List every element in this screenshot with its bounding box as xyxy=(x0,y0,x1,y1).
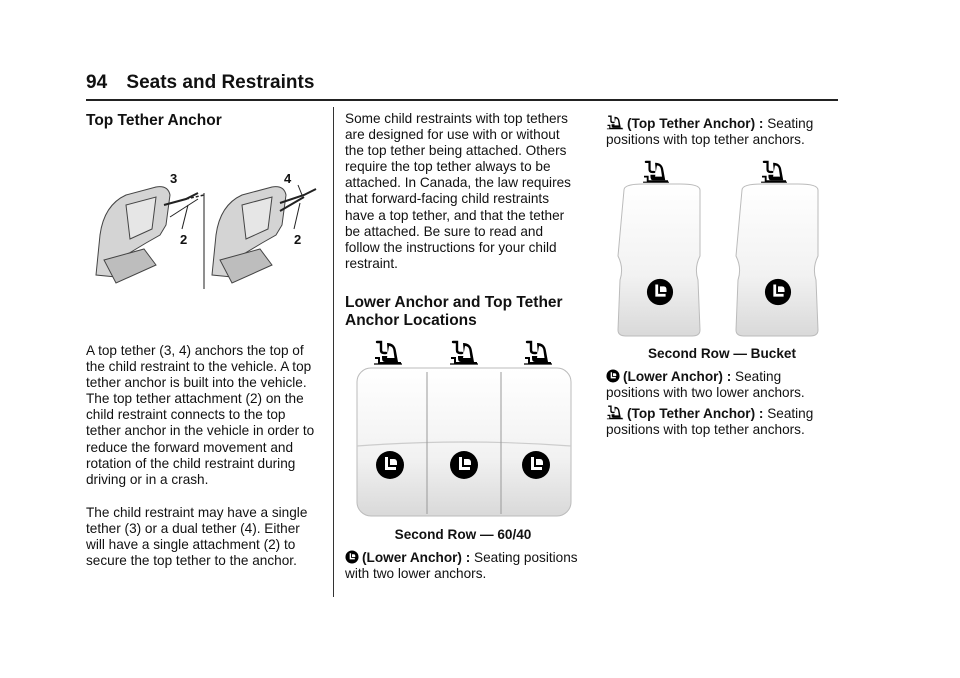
tether-paragraph-1: A top tether (3, 4) anchors the top of the child restraint to the vehicle. A top tether anchor is built into the vehicle. The top tether attachment (2) on the child restraint connects to the top tether anchor in the vehicle in order to reduce the forward movement and rotation of the child restraint during driving or in a crash. xyxy=(86,343,315,487)
tether-paragraph-2: The child restraint may have a single tether (3) or a dual tether (4). Either will have a single attachment (2) to secure the top tether to the anchor. xyxy=(86,505,308,569)
top-tether-heading: Top Tether Anchor xyxy=(86,112,222,129)
figure-label-4: 4 xyxy=(284,171,292,186)
header-rule xyxy=(86,99,838,101)
page-header xyxy=(86,72,314,94)
top-tether-anchor-icon xyxy=(761,162,787,182)
section-title: Seats and Restraints xyxy=(126,72,315,93)
top-tether-definition-2: (Top Tether Anchor) : Seating positions with top tether anchors. xyxy=(606,406,814,438)
top-tether-anchor-icon xyxy=(643,162,669,182)
tether-figure xyxy=(86,165,322,295)
top-tether-definition-1: (Top Tether Anchor) : Seating positions with top tether anchors. xyxy=(606,116,814,148)
lower-anchor-icon xyxy=(522,451,550,479)
column-divider xyxy=(333,107,334,597)
bucket-seat-figure xyxy=(614,160,828,340)
top-tether-anchor-icon xyxy=(606,405,624,420)
page-number: 94 xyxy=(86,72,108,93)
top-tether-anchor-icon xyxy=(524,342,552,364)
figure-label-3: 3 xyxy=(170,171,178,186)
lower-anchor-definition-2: (Lower Anchor) : Seating positions with two lower anchors. xyxy=(606,369,805,401)
lower-anchor-icon xyxy=(450,451,478,479)
bench-seat-figure xyxy=(353,338,575,520)
lower-anchor-definition: (Lower Anchor) : Seating positions with two lower anchors. xyxy=(345,550,578,582)
tether-usage-paragraph: Some child restraints with top tethers are designed for use with or without the top tether being attached. Others require the top tether always to be attached. In Canada, the law requires that forward-facing child restraints have a top tether, and that the tether be attached. Be sure to read and follow the instructions for your child restraint. xyxy=(345,111,571,271)
lower-anchor-icon xyxy=(647,279,673,305)
lower-anchor-icon xyxy=(765,279,791,305)
bucket-caption: Second Row — Bucket xyxy=(647,346,797,361)
lower-anchor-icon xyxy=(606,369,620,383)
lower-anchor-icon xyxy=(345,550,359,564)
lower-anchor-icon xyxy=(376,451,404,479)
top-tether-anchor-icon xyxy=(606,115,624,130)
figure-label-2-left: 2 xyxy=(180,232,188,247)
bench-caption: Second Row — 60/40 xyxy=(394,527,532,542)
figure-label-2-right: 2 xyxy=(294,232,302,247)
anchor-locations-heading: Lower Anchor and Top Tether Anchor Locations xyxy=(345,294,563,329)
top-tether-anchor-icon xyxy=(374,342,402,364)
top-tether-anchor-icon xyxy=(450,342,478,364)
